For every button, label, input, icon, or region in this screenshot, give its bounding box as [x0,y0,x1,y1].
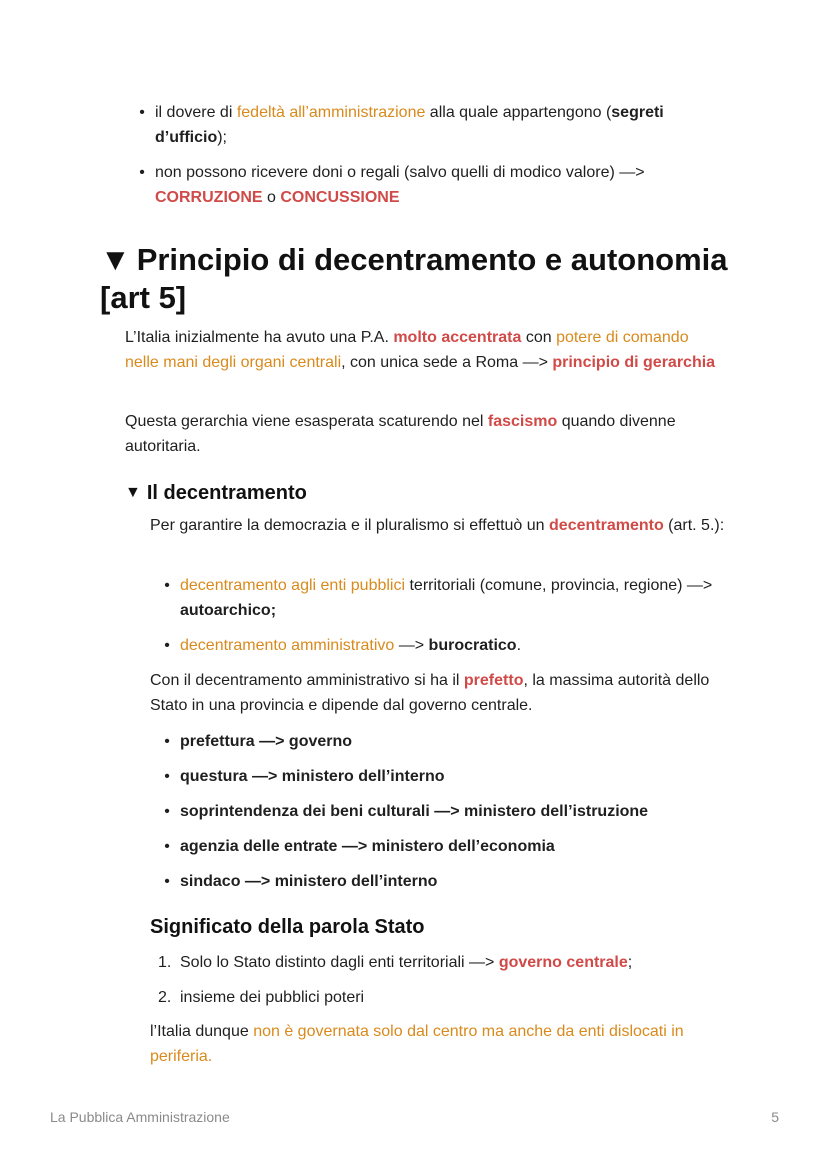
heading-text: Principio di decentramento e autonomia [136,242,728,277]
paragraph [150,668,730,718]
text: ; [627,954,633,971]
paragraph [125,409,725,459]
footer-title: La Pubblica Amministrazione [50,1109,230,1125]
bold-text: agenzia delle entrate —> ministero dell’economia [180,838,555,855]
highlight-text: fedeltà all’amministrazione [236,104,426,121]
toggle-triangle-icon[interactable]: ▼ [100,242,131,277]
text: —> [394,637,429,654]
bullet-icon: • [164,838,170,855]
highlight-text: decentramento amministrativo [180,637,395,654]
text: Questa gerarchia viene esasperata scaturendo nel [125,413,488,430]
bold-text: prefettura —> governo [180,733,353,750]
list-item [164,729,740,754]
list-item [139,160,715,210]
red-keyword: decentramento [549,517,664,534]
paragraph [125,325,725,375]
list-number: 2. [158,989,172,1006]
text: ); [217,129,227,146]
stato-heading: Significato della parola Stato [150,916,425,938]
text: non possono ricevere doni o regali (salvo quelli di modico valore) —> [155,164,645,181]
section-heading[interactable] [100,241,780,317]
list-item [164,799,740,824]
text: . [516,637,522,654]
list-item [158,985,730,1010]
highlight-text: potere di comando nelle mani degli organi centrali [125,329,689,371]
red-keyword: CONCUSSIONE [280,189,400,206]
list-number: 1. [158,954,172,971]
bullet-icon: • [164,873,170,890]
paragraph [150,513,730,538]
paragraph [150,1019,730,1069]
highlight-text: non è governata solo dal centro ma anche da enti dislocati in periferia. [150,1023,684,1065]
red-keyword: molto accentrata [393,329,522,346]
red-keyword: fascismo [487,413,558,430]
text: con [521,329,557,346]
bold-text: soprintendenza dei beni culturali —> ministero dell’istruzione [180,803,649,820]
list-item [164,869,740,894]
list-item [164,633,735,658]
text: , con unica sede a Roma —> [341,354,553,371]
text: L’Italia inizialmente ha avuto una P.A. [125,329,394,346]
heading-text: [art 5] [100,280,187,315]
bullet-icon: • [164,733,170,750]
bold-text: segreti d’ufficio [155,104,664,146]
bullet-icon: • [164,768,170,785]
red-keyword: governo centrale [498,954,628,971]
bullet-icon: • [139,104,145,121]
text: il dovere di [155,104,237,121]
text: , la massima autorità dello Stato in una provincia e dipende dal governo centrale. [150,672,710,714]
bullet-icon: • [164,637,170,654]
list-item [164,764,740,789]
text: quando divenne autoritaria. [125,413,676,455]
text: Per garantire la democrazia e il pluralismo si effettuò un [150,517,550,534]
text: Solo lo Stato distinto dagli enti territoriali —> [180,954,499,971]
stato-list [158,950,730,1010]
highlight-text: decentramento agli enti pubblici [180,577,406,594]
bullet-icon: • [139,164,145,181]
toggle-triangle-icon[interactable]: ▼ [125,484,141,501]
bullet-icon: • [164,803,170,820]
bold-text: sindaco —> ministero dell’interno [180,873,438,890]
top-list [139,100,715,210]
text: (art. 5.): [663,517,725,534]
text: l’Italia dunque [150,1023,254,1040]
bold-text: autoarchico; [180,602,277,619]
red-keyword: CORRUZIONE [155,189,263,206]
list-item [139,100,715,150]
text: Con il decentramento amministrativo si ha il [150,672,464,689]
heading-text: Il decentramento [146,482,307,504]
bold-text: questura —> ministero dell’interno [180,768,445,785]
list-item [164,834,740,859]
text: alla quale appartengono ( [425,104,612,121]
authority-list [164,729,740,894]
text: territoriali (comune, provincia, regione) —> [405,577,713,594]
bullet-icon: • [164,577,170,594]
list-item [158,950,730,975]
subsection-heading[interactable] [125,480,725,506]
red-keyword: prefetto [463,672,524,689]
decentramento-list [164,573,735,658]
red-keyword: principio di gerarchia [552,354,716,371]
text: insieme dei pubblici poteri [180,989,365,1006]
bold-text: burocratico [428,637,517,654]
page-number: 5 [771,1109,779,1125]
list-item [164,573,735,623]
text: o [262,189,281,206]
